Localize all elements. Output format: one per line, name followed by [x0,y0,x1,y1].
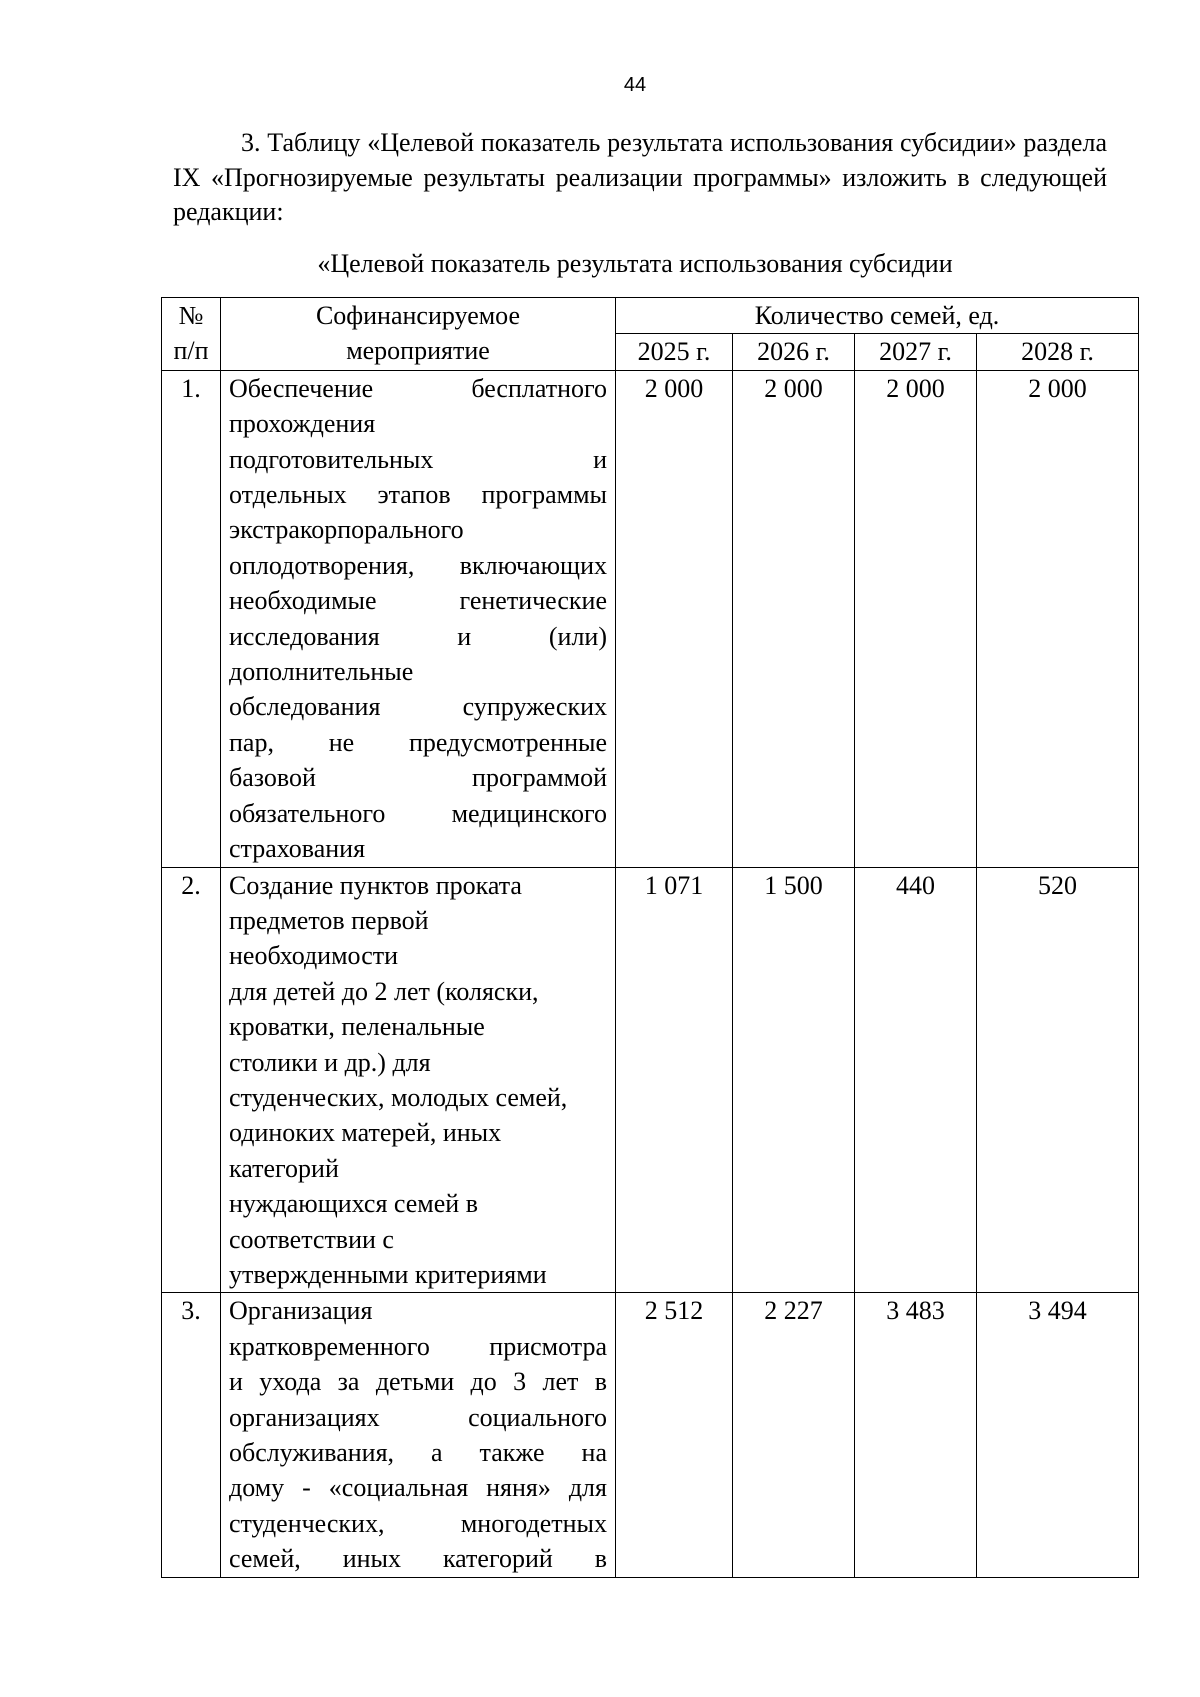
activity-text-line: дому - «социальная няня» для [229,1473,607,1503]
value-cell-2026: 2 000 [733,370,855,867]
value-cell-2027: 2 000 [855,370,977,867]
header-year-2027: 2027 г. [855,334,977,370]
table-row [162,867,1139,1293]
activity-text-line: предметов первой [229,905,429,935]
activity-text-line: студенческих, многодетных [229,1508,607,1538]
activity-text-line: одиноких матерей, иных [229,1118,502,1148]
header-activity-label-2: мероприятие [346,336,490,366]
header-year-2025: 2025 г. [616,334,733,370]
activity-text-line: подготовительных и [229,444,607,474]
table-row [162,1293,1139,1577]
activity-text-line: Создание пунктов проката [229,870,522,900]
header-activity-label-1: Софинансируемое [315,301,521,330]
activity-text-line: семей, иных категорий в [229,1544,607,1574]
header-num-label-1: № [178,301,204,330]
activity-text-line: прохождения [229,409,376,439]
activity-text-line: кроватки, пеленальные [229,1012,485,1042]
header-activity-cell [221,298,616,371]
activity-text-line: обследования супружеских [229,692,607,722]
value-cell-2028: 2 000 [977,370,1139,867]
activity-text-line: организациях социального [229,1402,607,1432]
value-cell-2028: 520 [977,867,1139,1293]
page-number: 44 [623,74,647,96]
activity-text-line: исследования и (или) [229,621,607,651]
value-cell-2027: 440 [855,867,977,1293]
activity-text-line: категорий [229,1153,339,1183]
activity-cell [221,867,616,1293]
activity-cell [221,370,616,867]
row-number-cell: 3. [162,1293,221,1577]
activity-text-line: соответствии с [229,1224,394,1254]
activity-text-line: страхования [229,834,366,864]
activity-text-line: студенческих, молодых семей, [229,1082,568,1112]
activity-text-line: для детей до 2 лет (коляски, [229,976,539,1006]
activity-text-line: экстракорпорального [229,515,464,545]
header-year-2028: 2028 г. [977,334,1139,370]
header-group-cell: Количество семей, ед. [616,298,1139,334]
activity-text-line: оплодотворения, включающих [229,550,607,580]
table-caption: «Целевой показатель результата использования субсидии [317,249,953,278]
value-cell-2027: 3 483 [855,1293,977,1577]
activity-cell [221,1293,616,1577]
header-year-2026: 2026 г. [733,334,855,370]
activity-text-line: обслуживания, а также на [229,1438,607,1467]
table-header-row-1 [162,298,1139,334]
indicator-table [161,297,1139,1578]
activity-text-line: обязательного медицинского [229,798,607,828]
activity-text-line: дополнительные [229,657,414,687]
activity-text-line: нуждающихся семей в [229,1189,478,1219]
activity-text-line: утвержденными критериями [229,1259,547,1289]
header-num-cell [162,298,221,371]
value-cell-2026: 1 500 [733,867,855,1293]
activity-text-line: базовой программой [229,763,607,793]
value-cell-2025: 2 000 [616,370,733,867]
activity-text-line: пар, не предусмотренные [229,727,607,757]
activity-text-line: необходимости [229,941,399,971]
activity-text-line: Обеспечение бесплатного [229,373,607,403]
activity-text-line: Организация [229,1296,373,1326]
table-row [162,370,1139,867]
header-num-label-2: п/п [173,336,209,366]
activity-text-line: отдельных этапов программы [229,480,607,510]
value-cell-2025: 1 071 [616,867,733,1293]
intro-paragraph: 3. Таблицу «Целевой показатель результата использования субсидии» раздела IX «Прогнозируемые результаты реализации программы» изложить в следующей редакции: [173,128,1107,226]
row-number-cell: 2. [162,867,221,1293]
activity-text-line: и ухода за детьми до 3 лет в [229,1367,607,1397]
value-cell-2028: 3 494 [977,1293,1139,1577]
activity-text-line: необходимые генетические [229,586,607,616]
row-number-cell: 1. [162,370,221,867]
value-cell-2026: 2 227 [733,1293,855,1577]
activity-text-line: столики и др.) для [229,1047,431,1077]
value-cell-2025: 2 512 [616,1293,733,1577]
activity-text-line: кратковременного присмотра [229,1331,607,1361]
